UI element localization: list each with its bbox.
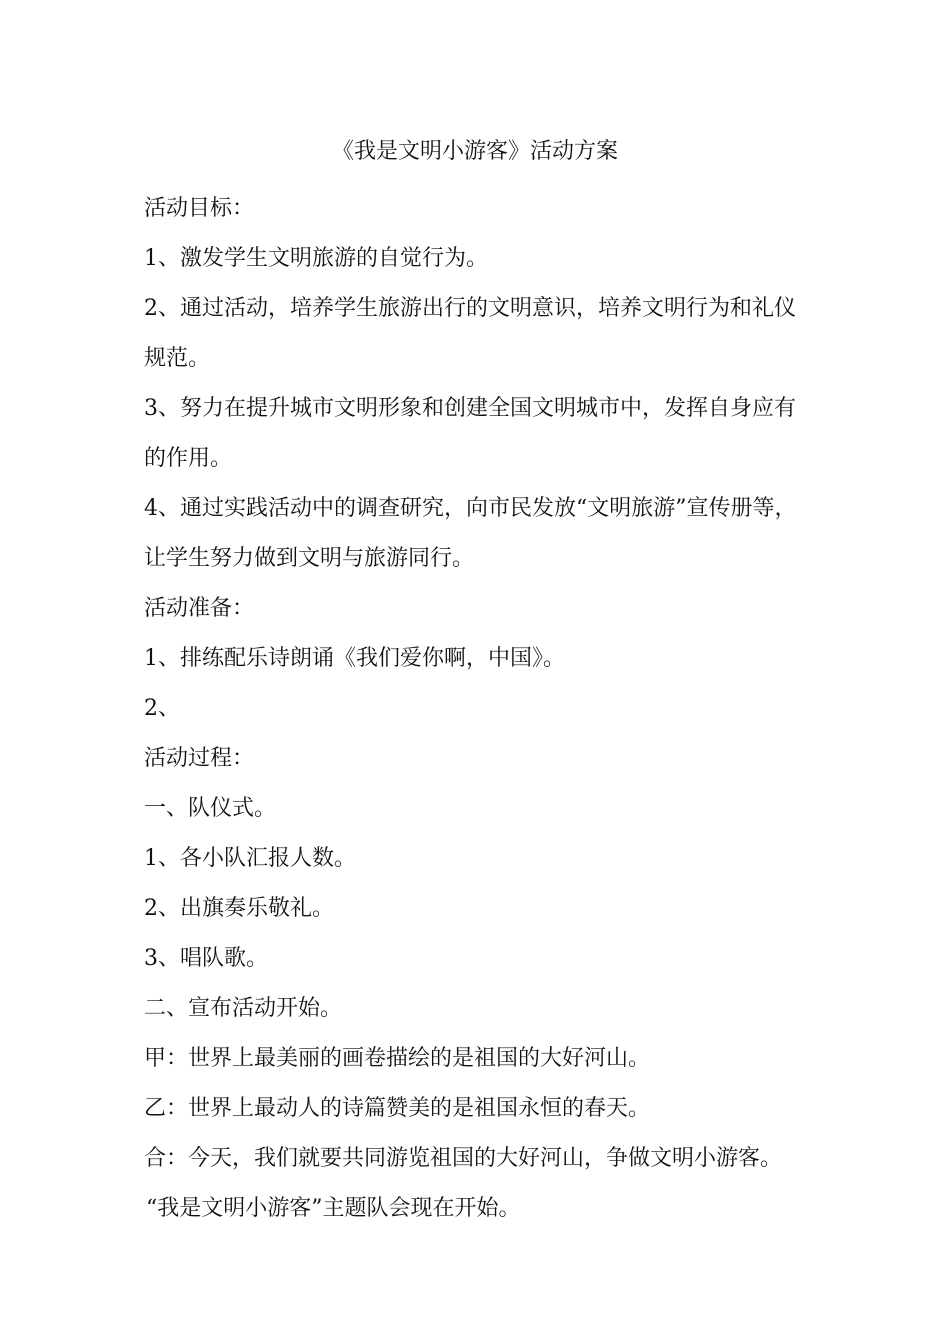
section-heading-preparation: 活动准备： (144, 596, 255, 621)
document-title: 《我是文明小游客》活动方案 (331, 139, 618, 164)
goal-item-4: 4、通过实践活动中的调查研究，向市民发放“文明旅游”宣传册等， (144, 496, 797, 521)
speaker-line-jia: 甲：世界上最美丽的画卷描绘的是祖国的大好河山。 (144, 1046, 651, 1071)
section-heading-process: 活动过程： (144, 746, 255, 771)
document-body (144, 184, 824, 1234)
section-heading-goals: 活动目标： (144, 196, 255, 221)
goal-item-3-continued: 的作用。 (144, 446, 233, 471)
process-step-1: 一、队仪式。 (144, 796, 277, 821)
preparation-item-2: 2、 (144, 696, 180, 721)
preparation-item-1: 1、排练配乐诗朗诵《我们爱你啊，中国》。 (144, 646, 565, 671)
goal-item-2: 2、通过活动，培养学生旅游出行的文明意识，培养文明行为和礼仪 (144, 296, 796, 321)
process-step-2: 二、宣布活动开始。 (144, 996, 343, 1021)
goal-item-4-continued: 让学生努力做到文明与旅游同行。 (144, 546, 475, 571)
speaker-line-yi: 乙：世界上最动人的诗篇赞美的是祖国永恒的春天。 (144, 1096, 651, 1121)
process-substep-2: 2、出旗奏乐敬礼。 (144, 896, 334, 921)
goal-item-3: 3、努力在提升城市文明形象和创建全国文明城市中，发挥自身应有 (144, 396, 796, 421)
goal-item-1: 1、激发学生文明旅游的自觉行为。 (144, 246, 488, 271)
speaker-line-he: 合：今天，我们就要共同游览祖国的大好河山，争做文明小游客。 (144, 1146, 783, 1171)
meeting-start-line: “我是文明小游客”主题队会现在开始。 (146, 1196, 521, 1221)
process-substep-1: 1、各小队汇报人数。 (144, 846, 356, 871)
goal-item-2-continued: 规范。 (144, 346, 211, 371)
process-substep-3: 3、唱队歌。 (144, 946, 268, 971)
